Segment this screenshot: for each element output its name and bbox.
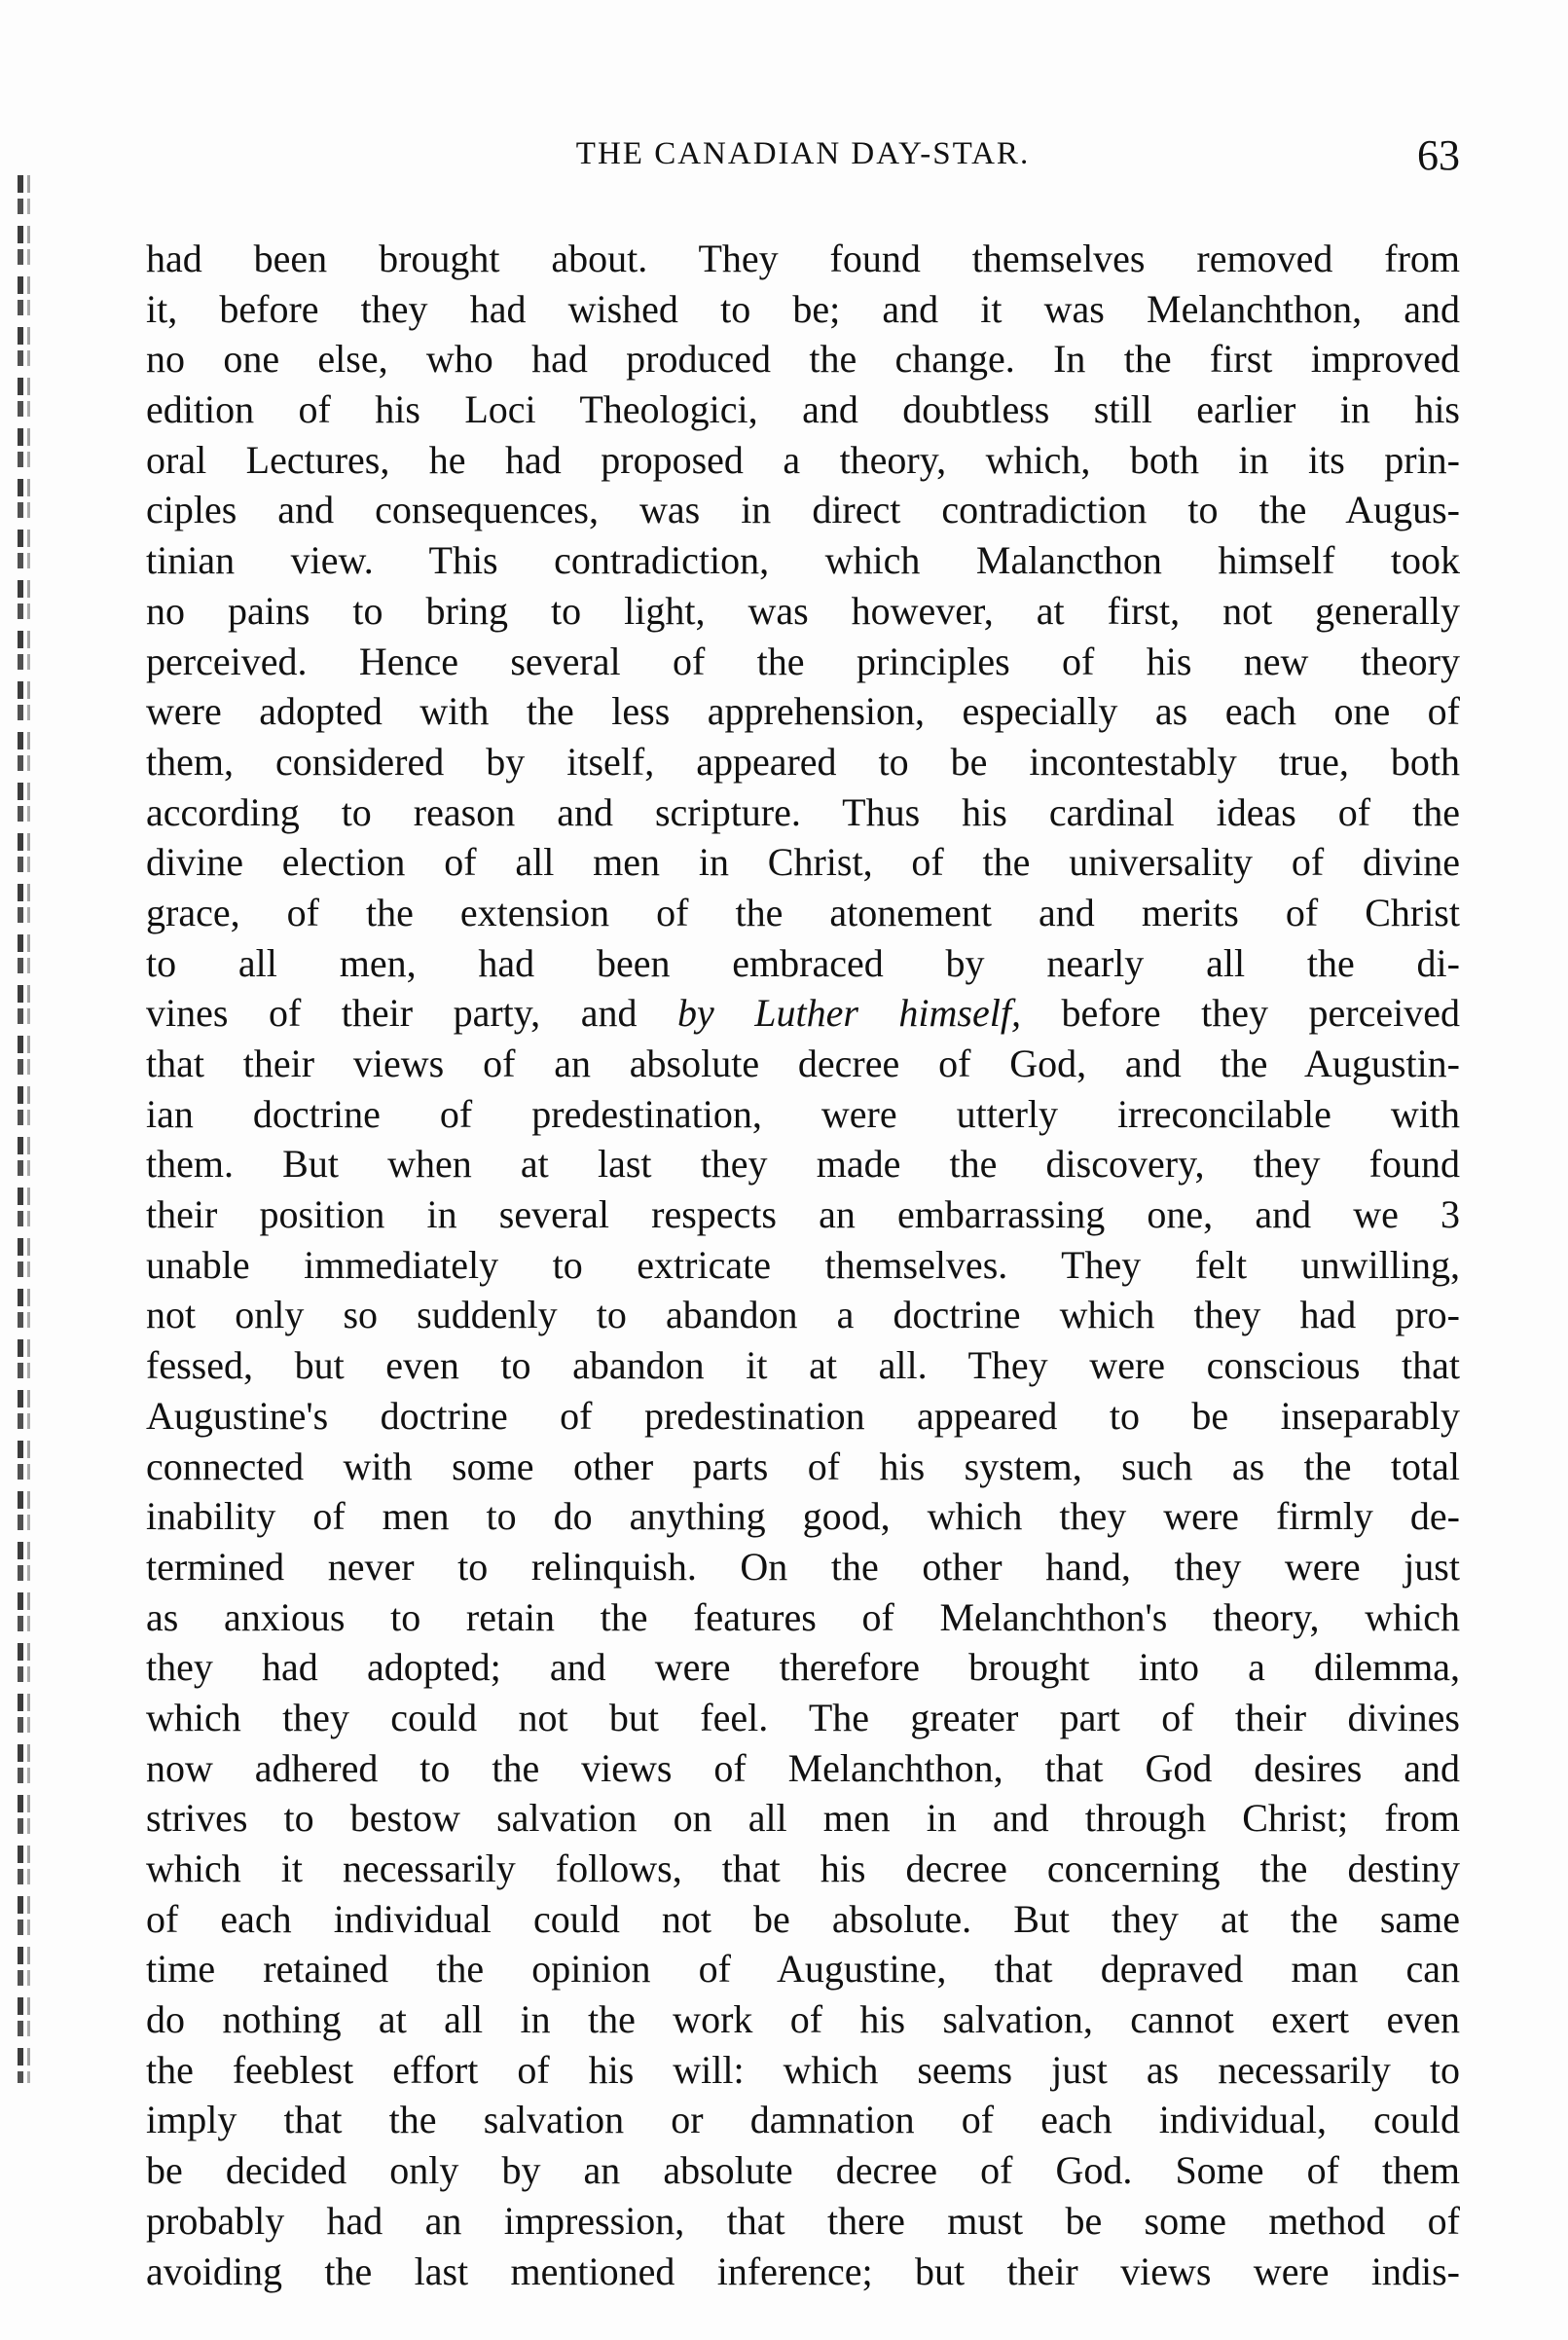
text-line: to all men, had been embraced by nearly all the di- [146,940,1460,985]
text-line: oral Lectures, he had proposed a theory, which, both in its prin- [146,437,1460,482]
text-line: had been brought about. They found themselves removed from [146,237,1460,280]
text-line: divine election of all men in Christ, of the universality of divine [146,840,1460,885]
text-line: vines of their party, and by Luther himself, before they perceived [146,991,1460,1036]
text-line: them, considered by itself, appeared to be incontestably true, both [146,739,1460,784]
text-line: it, before they had wished to be; and it was Melanchthon, and [146,286,1460,331]
text-line: no one else, who had produced the change. In the first improved [146,337,1460,382]
text-line: no pains to bring to light, was however, at first, not generally [146,588,1460,633]
text-line: perceived. Hence several of the principles of his new theory [146,639,1460,683]
text-line: them. But when at last they made the discovery, they found [146,1142,1460,1187]
text-line: avoiding the last mentioned inference; but their views were indis- [146,2249,1460,2293]
text-line: now adhered to the views of Melanchthon, that God desires and [146,1745,1460,1790]
text-line: fessed, but even to abandon it at all. They were conscious that [146,1343,1460,1388]
running-head [146,131,1460,195]
text-line: ciples and consequences, was in direct contradiction to the Augus- [146,488,1460,532]
text-line: the feeblest effort of his will: which seems just as necessarily to [146,2047,1460,2092]
text-line: imply that the salvation or damnation of each individual, could [146,2098,1460,2142]
text-line: were adopted with the less apprehension, especially as each one of [146,689,1460,734]
binding-gutter-shadow-faint [27,175,30,2083]
text-line: do nothing at all in the work of his salvation, cannot exert even [146,1997,1460,2042]
text-line: unable immediately to extricate themselves. They felt unwilling, [146,1242,1460,1287]
running-title: THE CANADIAN DAY-STAR. [575,136,1031,171]
text-line: ian doctrine of predestination, were utterly irreconcilable with [146,1091,1460,1136]
text-line: strives to bestow salvation on all men in and through Christ; from [146,1796,1460,1841]
text-line: connected with some other parts of his system, such as the total [146,1444,1460,1488]
text-line: grace, of the extension of the atonement and merits of Christ [146,890,1460,934]
text-line: they had adopted; and were therefore brought into a dilemma, [146,1645,1460,1690]
text-line: probably had an impression, that there must be some method of [146,2198,1460,2243]
text-line: according to reason and scripture. Thus his cardinal ideas of the [146,789,1460,834]
text-line: not only so suddenly to abandon a doctrine which they had pro- [146,1293,1460,1337]
text-line: their position in several respects an embarrassing one, and we 3 [146,1192,1460,1237]
text-line: be decided only by an absolute decree of God. Some of them [146,2148,1460,2193]
binding-gutter-shadow [18,175,23,2083]
text-line: of each individual could not be absolute. But they at the same [146,1896,1460,1941]
text-line: Augustine's doctrine of predestination appeared to be inseparably [146,1393,1460,1438]
text-line: which it necessarily follows, that his decree concerning the destiny [146,1846,1460,1890]
text-line: that their views of an absolute decree of God, and the Augustin- [146,1042,1460,1085]
text-line: tinian view. This contradiction, which Malancthon himself took [146,538,1460,583]
page-number: 63 [1417,131,1460,179]
text-line: which they could not but feel. The greater part of their divines [146,1695,1460,1739]
text-line: termined never to relinquish. On the other hand, they were just [146,1544,1460,1589]
text-line: time retained the opinion of Augustine, that depraved man can [146,1947,1460,1992]
text-line: inability of men to do anything good, which they were firmly de- [146,1494,1460,1539]
text-line: edition of his Loci Theologici, and doubtless still earlier in his [146,387,1460,432]
text-line: as anxious to retain the features of Melanchthon's theory, which [146,1594,1460,1639]
italic-phrase: by Luther himself, [676,991,1021,1036]
body-text [146,234,1460,2296]
